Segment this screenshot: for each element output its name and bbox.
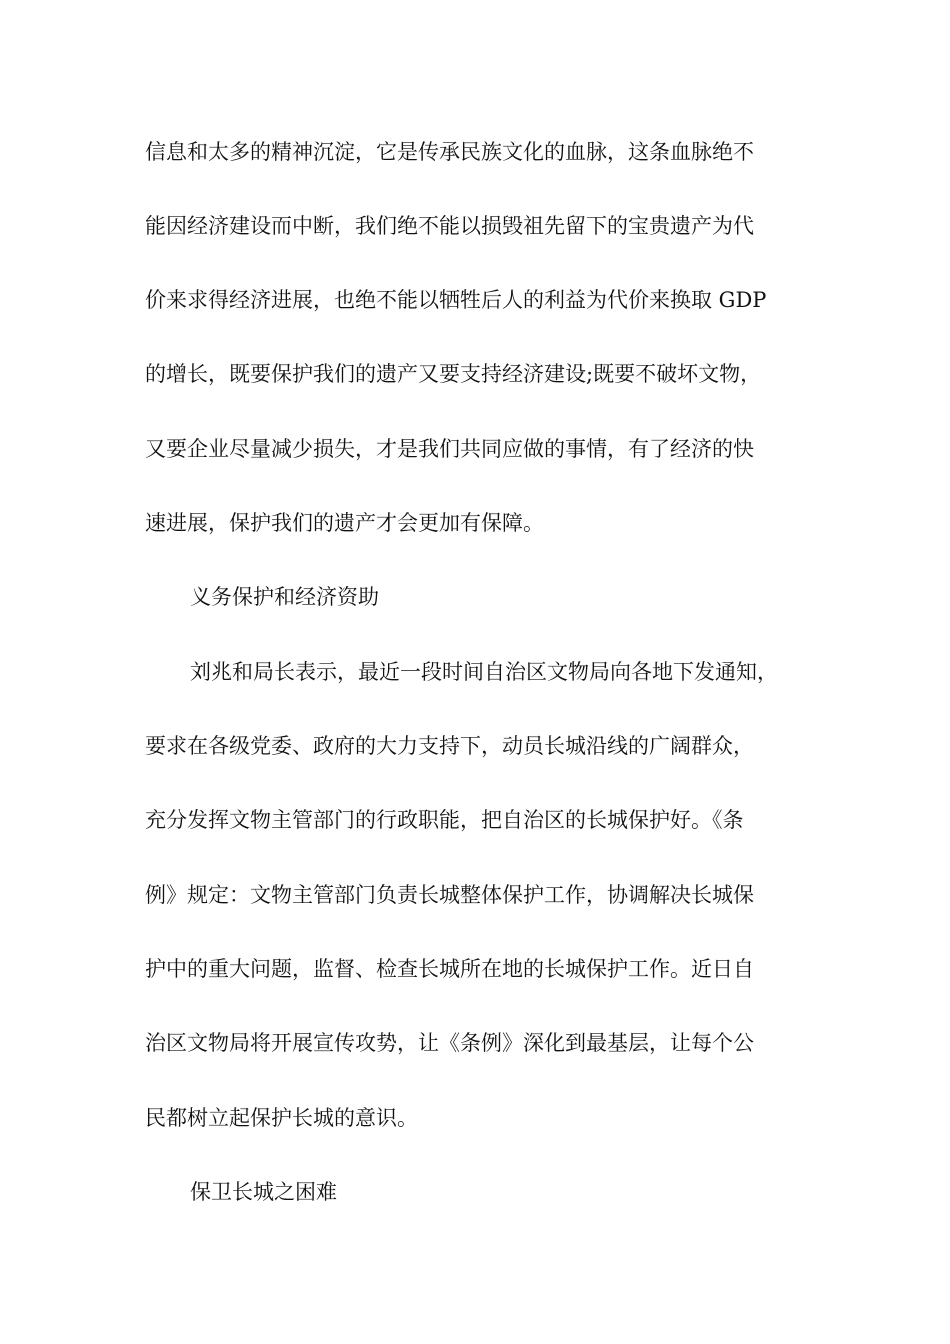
paragraph-line: 的增长，既要保护我们的遗产又要支持经济建设;既要不破坏文物，	[145, 362, 762, 386]
paragraph-line: 充分发挥文物主管部门的行政职能，把自治区的长城保护好。《条	[145, 808, 744, 832]
section-heading: 保卫长城之困难	[190, 1180, 337, 1204]
paragraph-line: 民都树立起保护长城的意识。	[145, 1106, 418, 1130]
paragraph-line: 又要企业尽量减少损失，才是我们共同应做的事情，有了经济的快	[145, 437, 754, 461]
paragraph-line: 能因经济建设而中断，我们绝不能以损毁祖先留下的宝贵遗产为代	[145, 214, 754, 238]
paragraph-line: 价来求得经济进展，也绝不能以牺牲后人的利益为代价来换取 GDP	[145, 288, 767, 312]
paragraph-line: 要求在各级党委、政府的大力支持下，动员长城沿线的广阔群众，	[145, 734, 754, 758]
paragraph-line: 例》规定：文物主管部门负责长城整体保护工作，协调解决长城保	[145, 883, 754, 907]
section-heading: 义务保护和经济资助	[190, 585, 379, 609]
paragraph-line: 治区文物局将开展宣传攻势，让《条例》深化到最基层，让每个公	[145, 1031, 754, 1055]
paragraph-line: 护中的重大问题，监督、检查长城所在地的长城保护工作。近日自	[145, 957, 754, 981]
paragraph-line: 刘兆和局长表示，最近一段时间自治区文物局向各地下发通知，	[190, 660, 778, 684]
paragraph-line: 速进展，保护我们的遗产才会更加有保障。	[145, 511, 544, 535]
paragraph-line: 信息和太多的精神沉淀，它是传承民族文化的血脉，这条血脉绝不	[145, 140, 754, 164]
